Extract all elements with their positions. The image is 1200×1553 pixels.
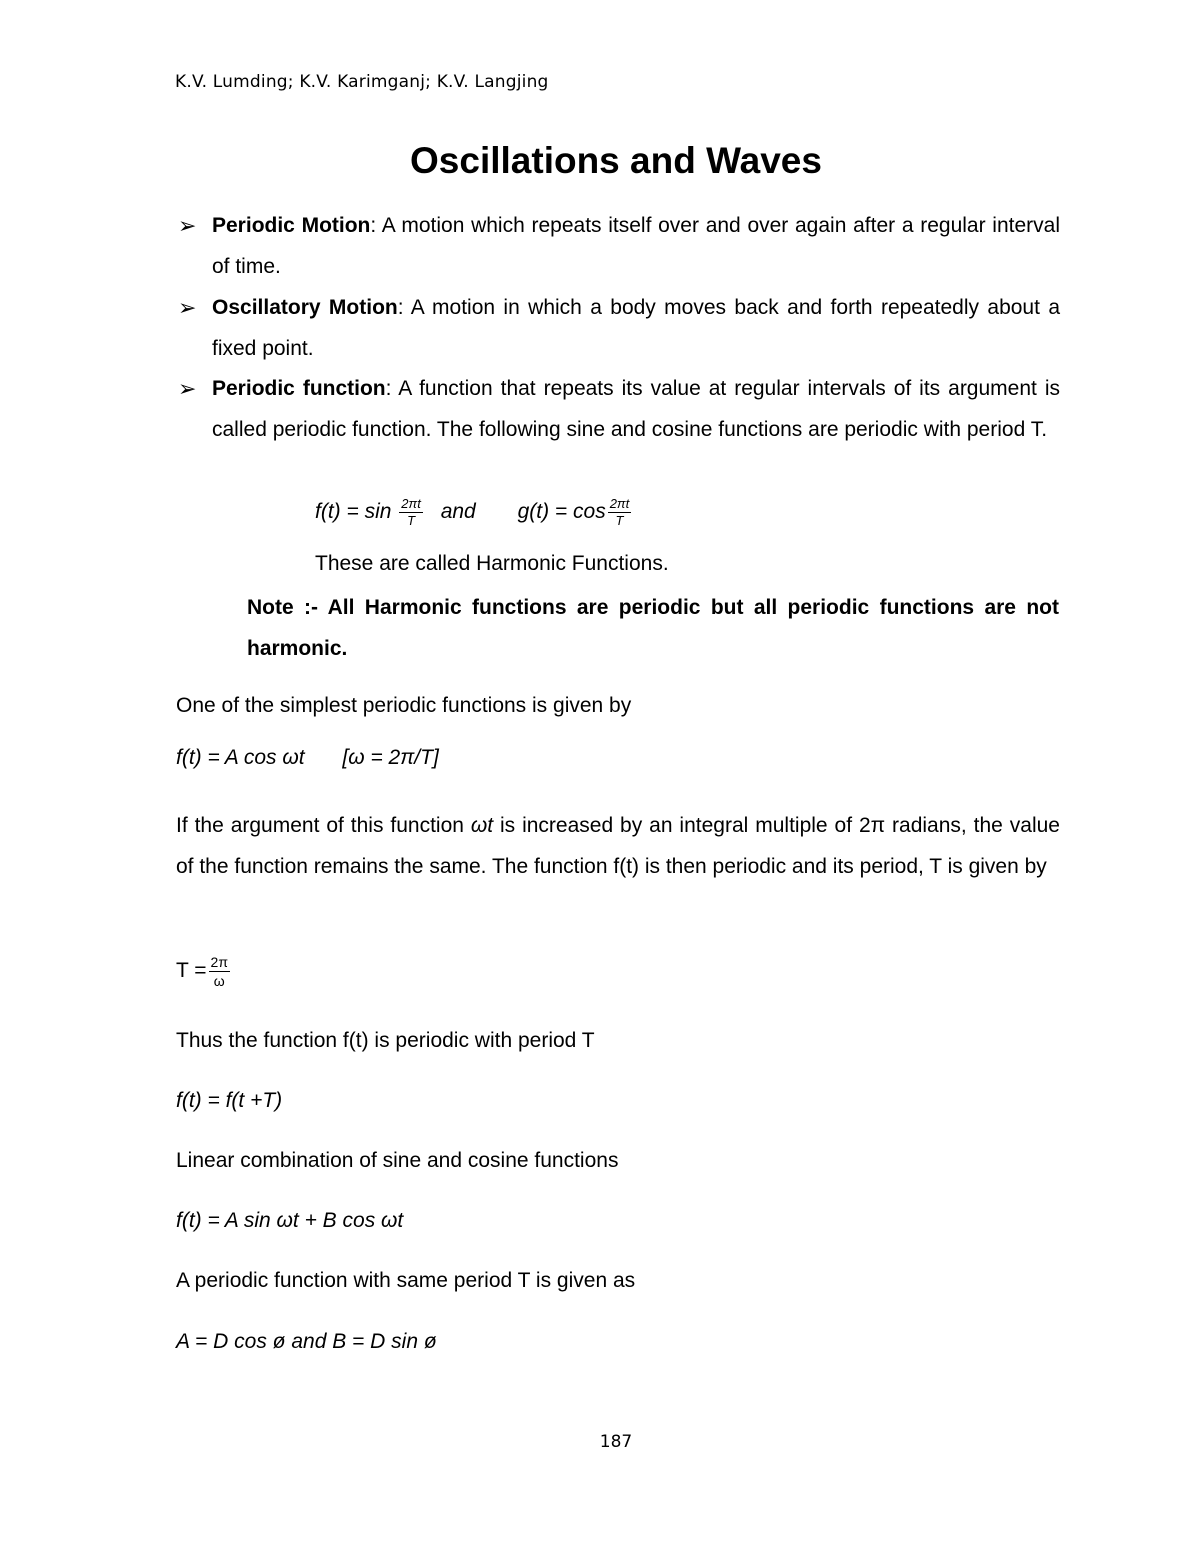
bullet-text xyxy=(212,369,1060,450)
paragraph-linear: Linear combination of sine and cosine functions xyxy=(176,1149,619,1172)
equation-linear: f(t) = A sin ωt + B cos ωt xyxy=(176,1209,404,1232)
fraction-numerator: 2π xyxy=(210,954,228,970)
fraction-denominator: ω xyxy=(213,973,225,989)
note-text: Note :- All Harmonic functions are periodic but all periodic functions are not harmonic. xyxy=(247,596,1059,660)
paragraph-simplest: One of the simplest periodic functions is given by xyxy=(176,694,632,717)
bullet-term: Periodic Motion xyxy=(212,214,371,237)
equation-amplitude: A = D cos ø and B = D sin ø xyxy=(176,1330,437,1353)
equation-main: f(t) = A cos ωt xyxy=(176,746,305,769)
bullet-definition: A function that repeats its value at regular intervals of its argument is called periodic function. The following sine and cosine functions are periodic with period T. xyxy=(212,377,1060,441)
arrow-bullet-icon: ➢ xyxy=(178,295,197,320)
period-lhs: T = xyxy=(176,959,207,983)
bullet-sep: : xyxy=(397,296,411,319)
f-lhs: f(t) = sin xyxy=(315,500,392,524)
paragraph-same-period: A periodic function with same period T is given as xyxy=(176,1269,636,1292)
fraction-numerator: 2πt xyxy=(609,496,630,511)
formula-and: and xyxy=(440,500,476,524)
bullet-definition: A motion which repeats itself over and over again after a regular interval of time. xyxy=(212,214,1061,278)
bullet-oscillatory-motion xyxy=(178,288,1060,369)
equation-periodic: f(t) = f(t +T) xyxy=(176,1089,283,1112)
bullet-term: Oscillatory Motion xyxy=(212,296,398,319)
fraction-denominator: T xyxy=(407,513,416,528)
equation-bracket: [ω = 2π/T] xyxy=(342,746,439,769)
paragraph-thus: Thus the function f(t) is periodic with period T xyxy=(176,1029,595,1052)
page-title: Oscillations and Waves xyxy=(410,140,822,181)
bullet-periodic-function xyxy=(178,369,1060,450)
bullet-text xyxy=(212,206,1060,287)
para-text-after: is increased by an integral multiple of 2π radians, the value of the function remains the same. The function f(t) is then periodic and its period, T is given by xyxy=(176,814,1060,878)
g-fraction xyxy=(608,496,632,529)
bullet-sep: : xyxy=(385,377,399,400)
arrow-bullet-icon: ➢ xyxy=(178,213,197,238)
bullet-text xyxy=(212,288,1060,369)
period-formula xyxy=(176,953,232,990)
fraction-denominator: T xyxy=(615,513,624,528)
para-math: ωt xyxy=(470,814,494,837)
bullet-periodic-motion xyxy=(178,206,1060,287)
page-number: 187 xyxy=(599,1432,633,1452)
f-fraction xyxy=(399,496,423,529)
arrow-bullet-icon: ➢ xyxy=(178,376,197,401)
period-fraction xyxy=(209,953,230,990)
bullet-definition: A motion in which a body moves back and forth repeatedly about a fixed point. xyxy=(212,296,1061,360)
fraction-numerator: 2πt xyxy=(401,496,421,511)
paragraph-argument xyxy=(176,806,1060,887)
g-lhs: g(t) = cos xyxy=(517,500,606,524)
page-header: K.V. Lumding; K.V. Karimganj; K.V. Langjing xyxy=(175,72,549,92)
harmonic-formula xyxy=(315,496,633,546)
bullet-sep: : xyxy=(370,214,382,237)
para-text-before: If the argument of this function xyxy=(176,814,471,837)
equation-fcos xyxy=(176,746,439,770)
harmonic-caption: These are called Harmonic Functions. xyxy=(315,552,669,575)
bullet-term: Periodic function xyxy=(212,377,386,400)
